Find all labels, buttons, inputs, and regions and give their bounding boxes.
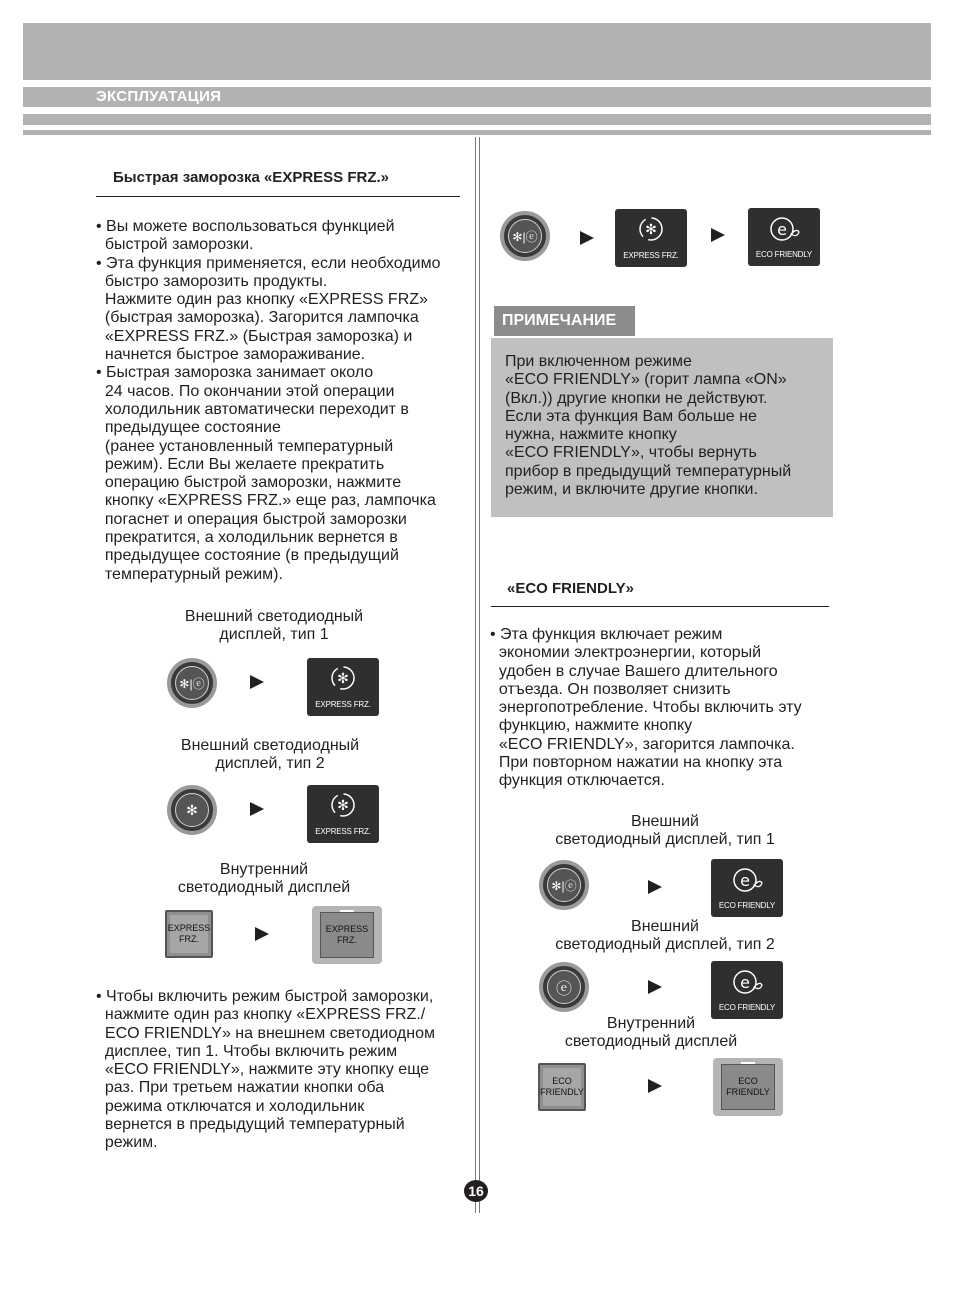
express-frz-icon xyxy=(636,215,666,243)
note-title: ПРИМЕЧАНИЕ xyxy=(494,306,635,336)
arrow-right-icon xyxy=(250,802,264,816)
arrow-right-icon xyxy=(580,231,594,245)
express-caption-internal: Внутренний светодиодный дисплей xyxy=(177,861,351,897)
arrow-right-icon xyxy=(648,880,662,894)
express-eco-round-button[interactable] xyxy=(500,211,550,261)
eco-round-button[interactable] xyxy=(539,962,589,1012)
express-frz-icon xyxy=(328,791,358,819)
eco-panel-lit xyxy=(713,1058,783,1116)
express-frz-display xyxy=(307,658,379,716)
eco-caption-internal: Внутренний светодиодный дисплей xyxy=(564,1015,738,1051)
snowflake-icon: ✻ xyxy=(186,801,198,818)
eco-friendly-display xyxy=(711,859,783,917)
snowflake-eco-icon: ✻|ⓔ xyxy=(179,676,205,691)
eco-heading-rule xyxy=(491,606,829,607)
express-heading-rule xyxy=(96,196,460,197)
express-frz-display xyxy=(615,209,687,267)
express-frz-label: EXPRESS FRZ. xyxy=(315,700,371,709)
eco-leaf-icon xyxy=(767,214,801,244)
arrow-right-icon xyxy=(255,927,269,941)
eco-caption-type1: Внешний светодиодный дисплей, тип 1 xyxy=(555,813,775,849)
express-eco-instructions: • Чтобы включить режим быстрой заморозки, нажмите один раз кнопку «EXPRESS FRZ./ ECO FRIENDLY» на внешнем светодиодном дисплее, тип 1. Чтобы включить режим «ECO FRIENDLY», нажмите эту кнопку еще раз. При третьем нажатии кнопки оба режима отключатся и холодильник вернется в предыдущий температурный режим. xyxy=(96,988,435,1152)
express-eco-round-button[interactable] xyxy=(167,658,217,708)
svg-text:✻: ✻ xyxy=(645,222,657,238)
express-frz-display xyxy=(307,785,379,843)
express-eco-round-button[interactable] xyxy=(539,860,589,910)
eco-friendly-label: ECO FRIENDLY xyxy=(718,901,776,910)
header-stripe-2 xyxy=(23,130,931,135)
svg-text:e: e xyxy=(777,220,787,239)
express-caption-type1: Внешний светодиодный дисплей, тип 1 xyxy=(184,608,364,644)
eco-description: • Эта функция включает режим экономии электроэнергии, который удобен в случае Вашего длительного отъезда. Он позволяет снизить энергопотребление. Чтобы включить эту функцию, нажмите кнопку «ECO FRIENDLY», загорится лампочка. При повторном нажатии на кнопку эта функция отключается. xyxy=(490,626,802,790)
svg-text:✻: ✻ xyxy=(337,671,349,687)
express-panel-label: EXPRESS FRZ. xyxy=(320,912,374,958)
eco-leaf-icon xyxy=(730,967,764,997)
eco-friendly-display xyxy=(748,208,820,266)
express-description: • Вы можете воспользоваться функцией быстрой заморозки. • Эта функция применяется, если необходимо быстро заморозить продукты. Нажмите один раз кнопку «EXPRESS FRZ» (быстрая заморозка). Загорится лампочка «EXPRESS FRZ.» (Быстрая заморозка) и начнется быстрое замораживание. • Быстрая заморозка занимает около 24 часов. По окончании этой операции холодильник автоматически переходит в предыдущее состояние (ранее установленный температурный режим). Если Вы желаете прекратить операцию быстрой заморозки, нажмите кнопку «EXPRESS FRZ.» еще раз, лампочка погаснет и операция быстрой заморозки прекратится, а холодильник вернется в предыдущее состояние (в предыдущий температурный режим). xyxy=(96,218,441,583)
express-round-button[interactable] xyxy=(167,785,217,835)
header-stripe-1 xyxy=(23,114,931,125)
express-heading: Быстрая заморозка «EXPRESS FRZ.» xyxy=(113,169,390,186)
express-frz-icon xyxy=(328,664,358,692)
eco-panel-label: ECO FRIENDLY xyxy=(721,1064,775,1110)
snowflake-eco-icon: ✻|ⓔ xyxy=(551,878,577,893)
eco-panel-label: ECO FRIENDLY xyxy=(543,1068,581,1106)
column-divider-left xyxy=(475,137,476,1213)
arrow-right-icon xyxy=(250,675,264,689)
note-text: При включенном режиме «ECO FRIENDLY» (горит лампа «ON» (Вкл.)) другие кнопки не действуют. Если эта функция Вам больше не нужна, нажмите кнопку «ECO FRIENDLY», чтобы вернуть прибор в предыдущий температурный режим, и включите другие кнопки. xyxy=(505,353,792,499)
express-panel-button[interactable] xyxy=(165,910,213,958)
header-bar-top xyxy=(23,23,931,80)
eco-friendly-display xyxy=(711,961,783,1019)
arrow-right-icon xyxy=(648,980,662,994)
svg-text:e: e xyxy=(740,871,750,890)
snowflake-eco-icon: ✻|ⓔ xyxy=(512,229,538,244)
eco-heading: «ECO FRIENDLY» xyxy=(507,580,634,597)
eco-friendly-label: ECO FRIENDLY xyxy=(755,250,813,259)
column-divider-right xyxy=(479,137,480,1213)
arrow-right-icon xyxy=(648,1079,662,1093)
eco-panel-button[interactable] xyxy=(538,1063,586,1111)
express-frz-label: EXPRESS FRZ. xyxy=(315,827,371,836)
eco-caption-type2: Внешний светодиодный дисплей, тип 2 xyxy=(555,918,775,954)
express-frz-label: EXPRESS FRZ. xyxy=(623,251,679,260)
express-panel-label: EXPRESS FRZ. xyxy=(170,915,208,953)
page-number: 16 xyxy=(464,1180,488,1202)
express-caption-type2: Внешний светодиодный дисплей, тип 2 xyxy=(180,737,360,773)
svg-text:✻: ✻ xyxy=(337,798,349,814)
svg-text:e: e xyxy=(740,973,750,992)
eco-friendly-label: ECO FRIENDLY xyxy=(718,1003,776,1012)
arrow-right-icon xyxy=(711,228,725,242)
eco-leaf-icon xyxy=(730,865,764,895)
eco-icon: ⓔ xyxy=(555,980,572,998)
section-title: ЭКСПЛУАТАЦИЯ xyxy=(96,88,222,105)
express-panel-lit xyxy=(312,906,382,964)
